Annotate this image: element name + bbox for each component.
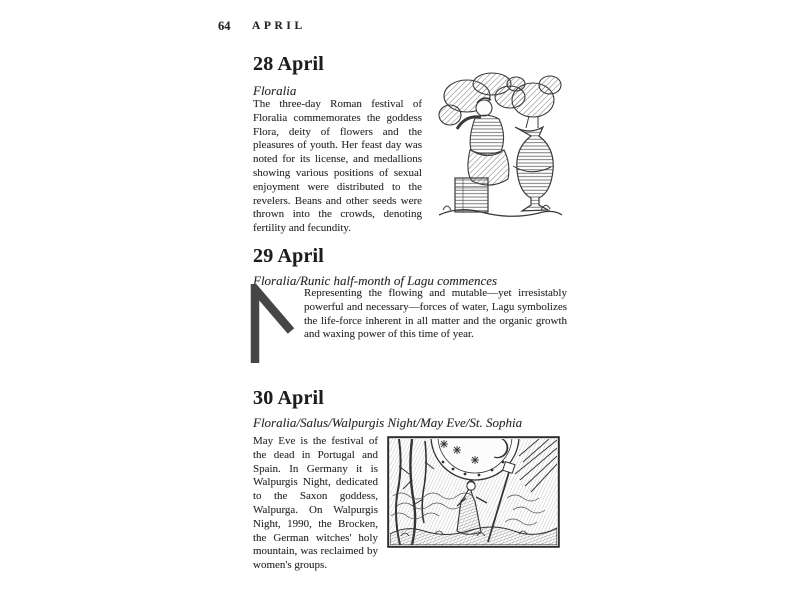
foliage-mass: [439, 73, 561, 125]
figure-torso: [470, 115, 503, 155]
running-head-month: APRIL: [252, 19, 306, 32]
page-number: 64: [218, 19, 231, 33]
entry-28-body: The three-day Roman festival of Floralia commemorates the goddess Flora, deity of flowers and the pleasures of youth. Her feast day was noted for its license, and medallions showing various positions of sexual enjoyment were distributed to the revelers. Beans and other seeds were thrown into the crowds, denoting fertility and fecundity.: [253, 98, 422, 235]
stone-pedestal: [455, 178, 488, 212]
flora-woodcut-illustration: [437, 70, 564, 220]
entry-28-date-heading: 28 April: [253, 53, 325, 75]
entry-29-date-heading: 29 April: [253, 245, 325, 267]
walpurgis-woodcut-illustration: [387, 436, 560, 548]
entry-30-date-heading: 30 April: [253, 387, 325, 409]
entry-30-subtitle: Floralia/Salus/Walpurgis Night/May Eve/St. Sophia: [253, 415, 523, 430]
entry-29-body: Representing the flowing and mutable—yet irresistably powerful and necessary—forces of water, Lagu symbolizes the life-force inherent in all matter and the organic growth and waxing power of this time of year.: [304, 287, 567, 341]
flower-stems: [526, 116, 538, 128]
entry-29-subtitle: Floralia/Runic half-month of Lagu commences: [253, 273, 498, 288]
entry-28-subtitle: Floralia: [253, 83, 297, 98]
lagu-rune-icon: [246, 284, 296, 368]
entry-30-body: May Eve is the festival of the dead in Portugal and Spain. In Germany it is Walpurgis Night, dedicated to the Saxon goddess, Walpurga. On Walpurgis Night, 1990, the Brocken, the German witches' holy mountain, was reclaimed by women's groups.: [253, 435, 378, 572]
